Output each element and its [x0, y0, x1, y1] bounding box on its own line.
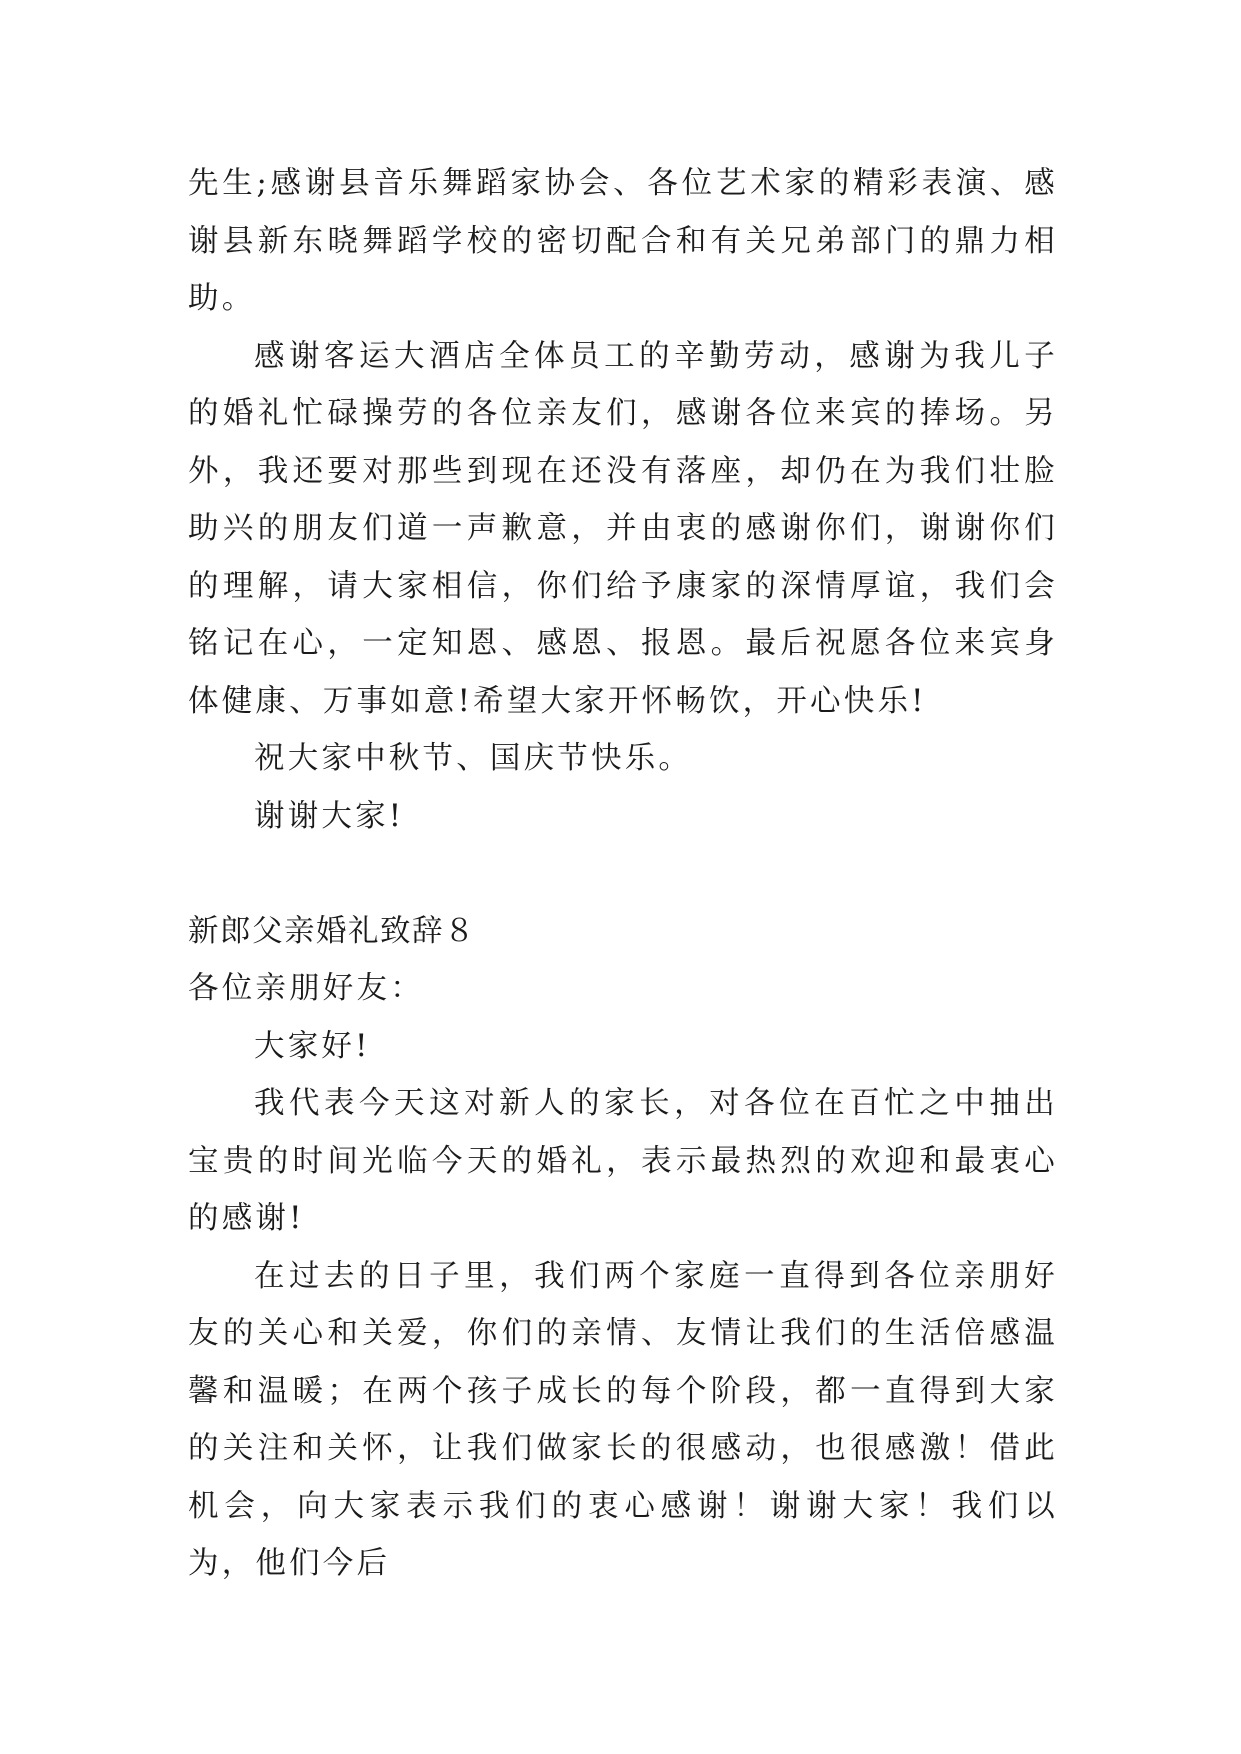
document-body: [188, 155, 1058, 1593]
paragraph-thanks: 感谢客运大酒店全体员工的辛勤劳动，感谢为我儿子的婚礼忙碌操劳的各位亲友们，感谢各位来宾的捧场。另外，我还要对那些到现在还没有落座，却仍在为我们壮脸助兴的朋友们道一声歉意，并由衷的感谢你们，谢谢你们的理解，请大家相信，你们给予康家的深情厚谊，我们会铭记在心，一定知恩、感恩、报恩。最后祝愿各位来宾身体健康、万事如意!希望大家开怀畅饮，开心快乐!: [188, 338, 1058, 719]
paragraph-continuation: 先生;感谢县音乐舞蹈家协会、各位艺术家的精彩表演、感谢县新东晓舞蹈学校的密切配合和有关兄弟部门的鼎力相助。: [188, 166, 1058, 316]
section-spacer: [188, 845, 1058, 903]
paragraph-greeting: 大家好!: [254, 1028, 371, 1064]
salutation: 各位亲朋好友：: [188, 971, 424, 1006]
paragraph-gratitude: 在过去的日子里，我们两个家庭一直得到各位亲朋好友的关心和关爱，你们的亲情、友情让我们的生活倍感温馨和温暖；在两个孩子成长的每个阶段，都一直得到大家的关注和关怀，让我们做家长的很感动，也很感激！借此机会，向大家表示我们的衷心感谢！谢谢大家！我们以为，他们今后: [188, 1258, 1058, 1581]
section-title: 新郎父亲婚礼致辞８: [188, 913, 476, 949]
paragraph-festival-wish: 祝大家中秋节、国庆节快乐。: [254, 741, 693, 776]
paragraph-thank-you: 谢谢大家!: [254, 798, 405, 834]
paragraph-welcome: 我代表今天这对新人的家长，对各位在百忙之中抽出宝贵的时间光临今天的婚礼，表示最热烈的欢迎和最衷心的感谢!: [188, 1086, 1058, 1236]
